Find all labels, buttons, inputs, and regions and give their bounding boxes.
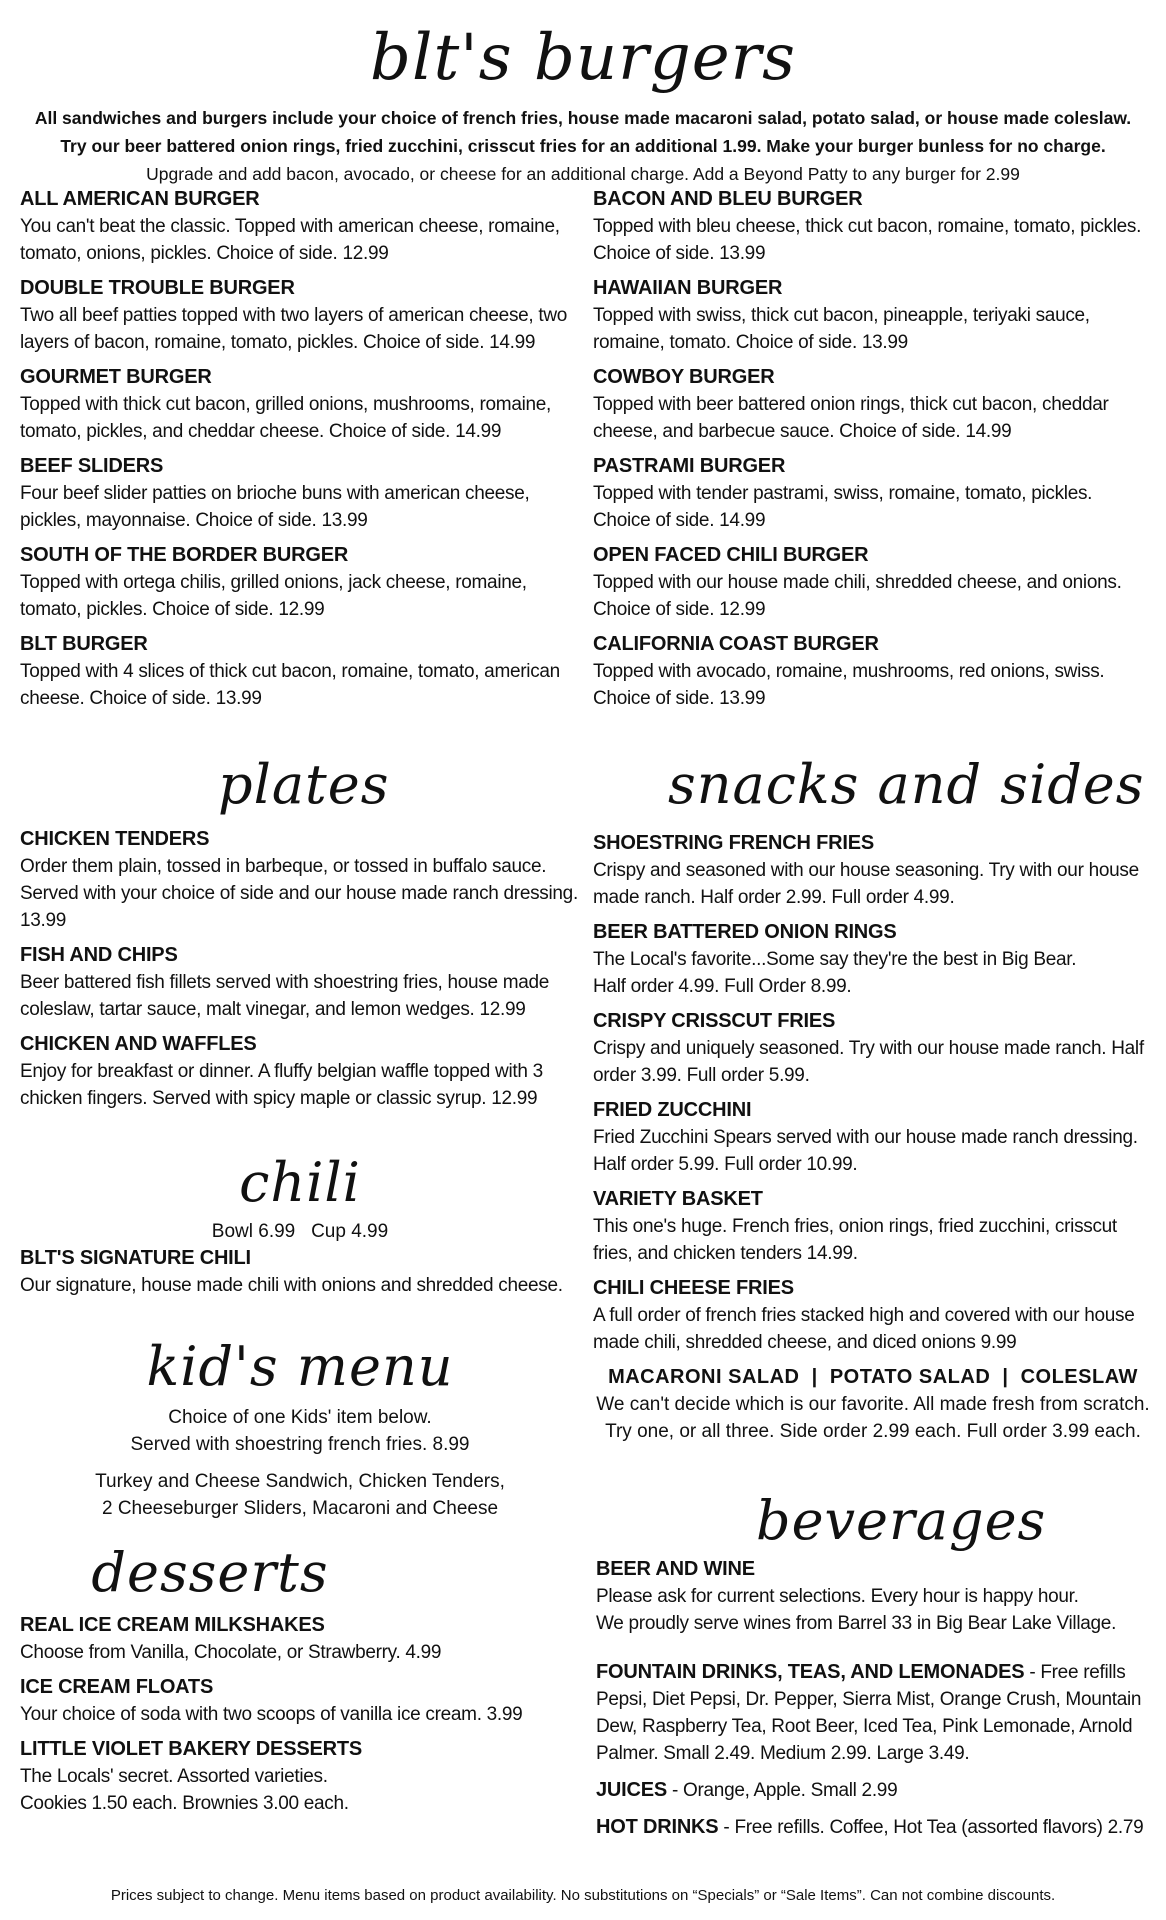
- item-description: Crispy and seasoned with our house seasoning. Try with our house made ranch. Half order 2.99. Full order 4.99.: [593, 860, 1139, 908]
- chili-prices: Bowl 6.99 Cup 4.99: [211, 1221, 389, 1242]
- item-description: Enjoy for breakfast or dinner. A fluffy belgian waffle topped with 3 chicken fingers. Served with spicy maple or classic syrup. 12.99: [20, 1061, 543, 1109]
- item-name: DOUBLE TROUBLE BURGER: [20, 277, 295, 299]
- item-name: LITTLE VIOLET BAKERY DESSERTS: [20, 1738, 363, 1760]
- menu-item: [593, 1275, 1153, 1356]
- item-description: Topped with thick cut bacon, grilled onions, mushrooms, romaine, tomato, pickles, and cheddar cheese. Choice of side. 14.99: [20, 394, 552, 442]
- kids-line-3: Turkey and Cheese Sandwich, Chicken Tenders,: [95, 1471, 505, 1492]
- sides-heading: MACARONI SALAD | POTATO SALAD | COLESLAW: [608, 1366, 1138, 1388]
- sides-line-2: Try one, or all three. Side order 2.99 each. Full order 3.99 each.: [605, 1421, 1141, 1442]
- menu-item: [593, 1097, 1153, 1178]
- menu-item: [20, 453, 580, 534]
- item-name: ICE CREAM FLOATS: [20, 1676, 214, 1698]
- intro-line-3: Upgrade and add bacon, avocado, or cheese for an additional charge. Add a Beyond Patty to any burger for 2.99: [146, 164, 1020, 184]
- item-name: CHICKEN AND WAFFLES: [20, 1033, 257, 1055]
- beverages-heading: beverages: [756, 1489, 1047, 1552]
- intro-line-1: All sandwiches and burgers include your choice of french fries, house made macaroni salad, potato salad, or house made coleslaw.: [34, 108, 1132, 128]
- item-name: HOT DRINKS: [596, 1816, 719, 1838]
- menu-item: [20, 942, 580, 1023]
- menu-item: [596, 1556, 1156, 1637]
- menu-item: [593, 631, 1143, 712]
- plates-heading: plates: [218, 753, 390, 816]
- item-name: SHOESTRING FRENCH FRIES: [593, 832, 874, 854]
- item-description: This one's huge. French fries, onion rings, fried zucchini, crisscut fries, and chicken tenders 14.99.: [593, 1216, 1117, 1264]
- burgers-right-column: [593, 186, 1143, 720]
- item-description: Topped with beer battered onion rings, thick cut bacon, cheddar cheese, and barbecue sauce. Choice of side. 14.99: [593, 394, 1109, 442]
- menu-item: [596, 1814, 1156, 1841]
- menu-item: [20, 186, 580, 267]
- item-name: JUICES: [596, 1779, 668, 1801]
- item-description: Two all beef patties topped with two layers of american cheese, two layers of bacon, romaine, tomato, pickles. Choice of side. 14.99: [20, 305, 568, 353]
- item-description: Pepsi, Diet Pepsi, Dr. Pepper, Sierra Mist, Orange Crush, Mountain Dew, Raspberry Tea, Root Beer, Iced Tea, Pink Lemonade, Arnold Palmer. Small 2.49. Medium 2.99. Large 3.49.: [596, 1689, 1142, 1764]
- item-name: CRISPY CRISSCUT FRIES: [593, 1010, 836, 1032]
- item-name: BEER AND WINE: [596, 1558, 755, 1580]
- item-description: Beer battered fish fillets served with shoestring fries, house made coleslaw, tartar sauce, malt vinegar, and lemon wedges. 12.99: [20, 972, 550, 1020]
- kids-line-2: Served with shoestring french fries. 8.99: [130, 1434, 470, 1455]
- kids-section: [20, 1404, 580, 1522]
- item-description: Order them plain, tossed in barbeque, or tossed in buffalo sauce. Served with your choice of side and our house made ranch dressing. 13.99: [20, 856, 578, 931]
- menu-item: [20, 364, 580, 445]
- item-name: CHILI CHEESE FRIES: [593, 1277, 794, 1299]
- beer-line-2: We proudly serve wines from Barrel 33 in Big Bear Lake Village.: [596, 1613, 1117, 1634]
- item-description: A full order of french fries stacked high and covered with our house made chili, shredded cheese, and diced onions 9.99: [593, 1305, 1135, 1353]
- intro-line-2: Try our beer battered onion rings, fried zucchini, crisscut fries for an additional 1.99. Make your burger bunless for no charge.: [60, 136, 1106, 156]
- beverages-section: [596, 1556, 1156, 1851]
- snacks-section: [593, 830, 1153, 1445]
- footer-note: Prices subject to change. Menu items based on product availability. No substitutions on “Specials” or “Sale Items”. Can not combine discounts.: [110, 1887, 1056, 1904]
- kids-line-4: 2 Cheeseburger Sliders, Macaroni and Cheese: [101, 1498, 499, 1519]
- item-description: Topped with swiss, thick cut bacon, pineapple, teriyaki sauce, romaine, tomato. Choice of side. 13.99: [593, 305, 1090, 353]
- item-name: REAL ICE CREAM MILKSHAKES: [20, 1614, 325, 1636]
- menu-item: [593, 1008, 1153, 1089]
- item-description: Your choice of soda with two scoops of vanilla ice cream. 3.99: [20, 1704, 523, 1725]
- item-description: You can't beat the classic. Topped with american cheese, romaine, tomato, onions, pickles. Choice of side. 12.99: [20, 216, 560, 264]
- chili-section: [20, 1218, 580, 1299]
- kids-line-1: Choice of one Kids' item below.: [168, 1407, 432, 1428]
- item-name: BEER BATTERED ONION RINGS: [593, 921, 897, 943]
- beer-line-1: Please ask for current selections. Every hour is happy hour.: [596, 1586, 1079, 1607]
- menu-item: [593, 364, 1143, 445]
- item-description: Our signature, house made chili with onions and shredded cheese.: [20, 1275, 563, 1296]
- item-description: Fried Zucchini Spears served with our house made ranch dressing. Half order 5.99. Full order 10.99.: [593, 1127, 1138, 1175]
- item-name: GOURMET BURGER: [20, 366, 212, 388]
- item-description: Topped with 4 slices of thick cut bacon, romaine, tomato, american cheese. Choice of side. 13.99: [20, 661, 560, 709]
- item-description: Choose from Vanilla, Chocolate, or Strawberry. 4.99: [20, 1642, 442, 1663]
- item-description: Topped with bleu cheese, thick cut bacon, romaine, tomato, pickles. Choice of side. 13.99: [593, 216, 1142, 264]
- menu-item: [20, 1674, 580, 1728]
- item-name: BLT BURGER: [20, 633, 148, 655]
- menu-item: [596, 1659, 1156, 1767]
- sides-line-1: We can't decide which is our favorite. All made fresh from scratch.: [596, 1394, 1150, 1415]
- item-name: HAWAIIAN BURGER: [593, 277, 783, 299]
- item-description: Topped with avocado, romaine, mushrooms, red onions, swiss. Choice of side. 13.99: [593, 661, 1105, 709]
- item-name: ALL AMERICAN BURGER: [20, 188, 260, 210]
- item-name: SOUTH OF THE BORDER BURGER: [20, 544, 349, 566]
- chili-heading: chili: [239, 1151, 361, 1214]
- item-name: BACON AND BLEU BURGER: [593, 188, 863, 210]
- menu-item: [593, 453, 1143, 534]
- menu-item: [20, 826, 580, 934]
- menu-item: [20, 1736, 580, 1817]
- menu-item: [593, 919, 1153, 1000]
- item-description: Topped with ortega chilis, grilled onions, jack cheese, romaine, tomato, pickles. Choice of side. 12.99: [20, 572, 527, 620]
- item-name: CHICKEN TENDERS: [20, 828, 210, 850]
- item-name: BEEF SLIDERS: [20, 455, 164, 477]
- menu-item: [596, 1777, 1156, 1804]
- item-description: - Free refills. Coffee, Hot Tea (assorted flavors) 2.79: [718, 1817, 1144, 1838]
- menu-item: [20, 1612, 580, 1666]
- menu-item: [593, 830, 1153, 911]
- item-description: Topped with our house made chili, shredded cheese, and onions. Choice of side. 12.99: [593, 572, 1122, 620]
- item-description: Topped with tender pastrami, swiss, romaine, tomato, pickles. Choice of side. 14.99: [593, 483, 1093, 531]
- item-description: - Orange, Apple. Small 2.99: [667, 1780, 898, 1801]
- item-name: OPEN FACED CHILI BURGER: [593, 544, 869, 566]
- item-name: FISH AND CHIPS: [20, 944, 178, 966]
- item-description: Four beef slider patties on brioche buns with american cheese, pickles, mayonnaise. Choice of side. 13.99: [20, 483, 530, 531]
- item-description: Crispy and uniquely seasoned. Try with our house made ranch. Half order 3.99. Full order 5.99.: [593, 1038, 1144, 1086]
- item-name: CALIFORNIA COAST BURGER: [593, 633, 879, 655]
- menu-item: [20, 275, 580, 356]
- item-tag: - Free refills: [1024, 1662, 1126, 1683]
- item-name: BLT'S SIGNATURE CHILI: [20, 1247, 251, 1269]
- item-name: COWBOY BURGER: [593, 366, 775, 388]
- item-name: VARIETY BASKET: [593, 1188, 763, 1210]
- desserts-heading: desserts: [91, 1541, 329, 1604]
- intro-text: [0, 104, 1166, 188]
- item-name: FOUNTAIN DRINKS, TEAS, AND LEMONADES: [596, 1661, 1025, 1683]
- menu-title: blt's burgers: [370, 21, 796, 95]
- menu-item: [593, 1186, 1153, 1267]
- item-name: PASTRAMI BURGER: [593, 455, 786, 477]
- menu-item: [20, 542, 580, 623]
- item-description: The Local's favorite...Some say they're the best in Big Bear. Half order 4.99. Full Order 8.99.: [593, 949, 1077, 997]
- menu-item: [20, 631, 580, 712]
- menu-item: [593, 275, 1143, 356]
- item-name: FRIED ZUCCHINI: [593, 1099, 752, 1121]
- plates-section: [20, 826, 580, 1120]
- snacks-heading: snacks and sides: [668, 753, 1145, 816]
- menu-item: [20, 1031, 580, 1112]
- burgers-left-column: [20, 186, 580, 720]
- item-description: The Locals' secret. Assorted varieties. Cookies 1.50 each. Brownies 3.00 each.: [20, 1766, 349, 1814]
- desserts-section: [20, 1612, 580, 1825]
- menu-item: [593, 542, 1143, 623]
- menu-item: [593, 186, 1143, 267]
- kids-heading: kid's menu: [146, 1335, 454, 1398]
